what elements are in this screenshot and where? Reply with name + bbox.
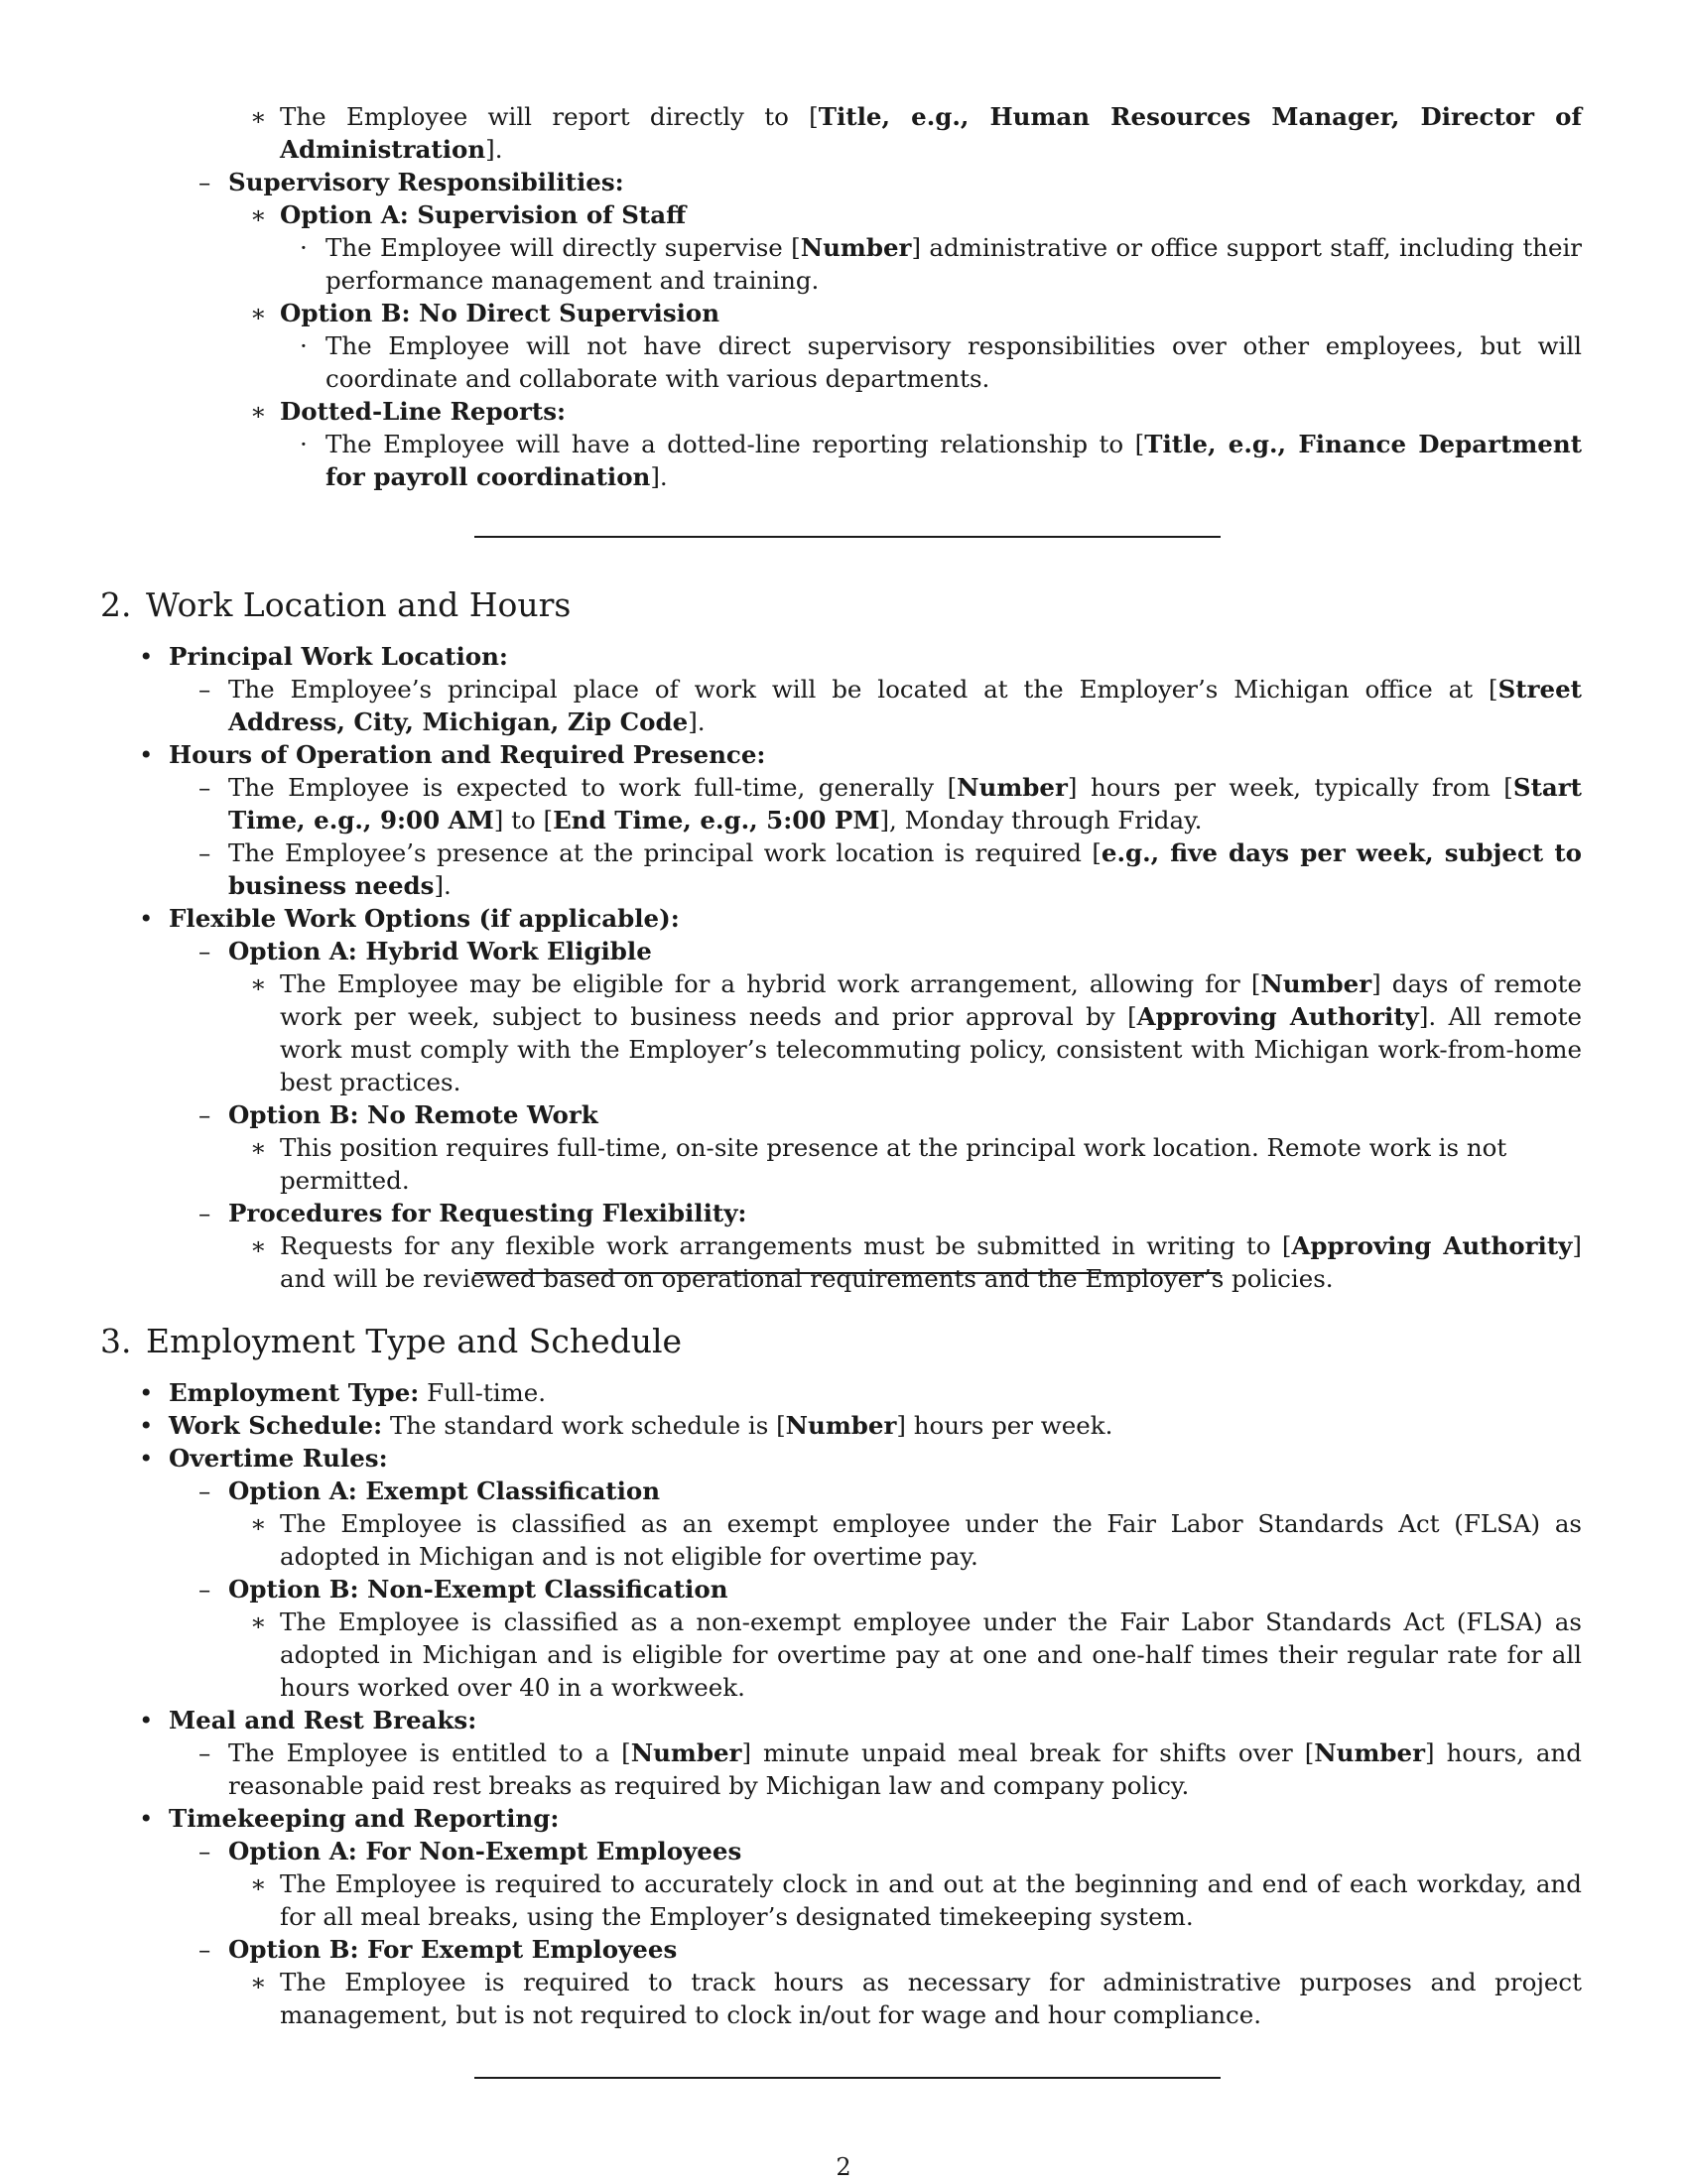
asterisk-bullet-icon: ∗ bbox=[250, 1509, 267, 1538]
list-item: – The Employee is expected to work full-time, generally [Number] hours per week, typically from [Start Time, e.g., 9:00 AM] to [End Time, e.g., 5:00 PM], Monday through Friday. bbox=[198, 773, 1582, 835]
list-item: – The Employee’s presence at the principal work location is required [e.g., five days per week, subject to business needs]. bbox=[198, 838, 1582, 900]
asterisk-bullet-icon: ∗ bbox=[250, 1607, 267, 1636]
list-item: • Timekeeping and Reporting: bbox=[139, 1804, 560, 1833]
dot-bullet-icon: · bbox=[300, 233, 308, 262]
section-3-body bbox=[0, 1376, 1687, 2031]
list-item: ∗ The Employee is required to track hours as necessary for administrative purposes and project management, but is not required to clock in/out for wage and hour compliance. bbox=[250, 1968, 1582, 2029]
list-item: – Procedures for Requesting Flexibility: bbox=[198, 1199, 747, 1227]
section-divider bbox=[474, 1272, 1221, 1274]
list-item: · The Employee will not have direct supervisory responsibilities over other employees, but will coordinate and collaborate with various departments. bbox=[300, 331, 1582, 393]
list-item: – Option B: No Remote Work bbox=[198, 1100, 598, 1129]
asterisk-bullet-icon: ∗ bbox=[250, 1869, 267, 1898]
round-bullet-icon: • bbox=[139, 904, 154, 933]
asterisk-bullet-icon: ∗ bbox=[250, 1968, 267, 1996]
round-bullet-icon: • bbox=[139, 740, 154, 769]
list-item: • Overtime Rules: bbox=[139, 1444, 388, 1473]
asterisk-bullet-icon: ∗ bbox=[250, 969, 267, 998]
list-item: ∗ Option B: No Direct Supervision bbox=[250, 299, 720, 327]
dash-bullet-icon: – bbox=[198, 675, 211, 704]
dash-bullet-icon: – bbox=[198, 838, 211, 867]
round-bullet-icon: • bbox=[139, 1804, 154, 1833]
section-2-title: 2. Work Location and Hours bbox=[100, 585, 572, 624]
list-item: ∗ The Employee will report directly to [Title, e.g., Human Resources Manager, Director of Administration]. bbox=[250, 102, 1582, 164]
list-item: ∗ Dotted-Line Reports: bbox=[250, 397, 567, 426]
round-bullet-icon: • bbox=[139, 1444, 154, 1473]
list-item: ∗ This position requires full-time, on-site presence at the principal work location. Remote work is not permitted. bbox=[250, 1133, 1507, 1195]
list-item: • Hours of Operation and Required Presence: bbox=[139, 740, 766, 769]
dash-bullet-icon: – bbox=[198, 1575, 211, 1604]
list-item: · The Employee will have a dotted-line reporting relationship to [Title, e.g., Finance Department for payroll coordination]. bbox=[300, 430, 1583, 491]
asterisk-bullet-icon: ∗ bbox=[250, 1133, 267, 1162]
list-item: ∗ The Employee is required to accurately clock in and out at the beginning and end of each workday, and for all meal breaks, using the Employer’s designated timekeeping system. bbox=[250, 1869, 1582, 1931]
list-item: ∗ Requests for any flexible work arrangements must be submitted in writing to [Approving Authority] and will be reviewed based on operational requirements and the Employer’s policies. bbox=[250, 1231, 1582, 1293]
list-item: • Principal Work Location: bbox=[139, 642, 508, 671]
dash-bullet-icon: – bbox=[198, 773, 211, 802]
list-item: • Employment Type: Full-time. bbox=[139, 1378, 547, 1407]
list-item: · The Employee will directly supervise [Number] administrative or office support staff, including their performance management and training. bbox=[300, 233, 1582, 295]
dash-bullet-icon: – bbox=[198, 1477, 211, 1505]
dash-bullet-icon: – bbox=[198, 1935, 211, 1964]
page-number: 2 bbox=[836, 2153, 851, 2181]
asterisk-bullet-icon: ∗ bbox=[250, 102, 267, 131]
list-item: • Flexible Work Options (if applicable): bbox=[139, 904, 680, 933]
asterisk-bullet-icon: ∗ bbox=[250, 200, 267, 229]
asterisk-bullet-icon: ∗ bbox=[250, 299, 267, 327]
list-item: • Work Schedule: The standard work schedule is [Number] hours per week. bbox=[139, 1411, 1113, 1440]
round-bullet-icon: • bbox=[139, 1706, 154, 1734]
list-item: – Option A: Hybrid Work Eligible bbox=[198, 937, 652, 965]
dash-bullet-icon: – bbox=[198, 1100, 211, 1129]
list-item: – Option B: Non-Exempt Classification bbox=[198, 1575, 728, 1604]
list-item: ∗ The Employee is classified as a non-exempt employee under the Fair Labor Standards Act (FLSA) as adopted in Michigan and is eligible for overtime pay at one and one-half times their regular rate for all hours worked over 40 in a workweek. bbox=[250, 1607, 1582, 1702]
list-item: • Meal and Rest Breaks: bbox=[139, 1706, 477, 1734]
dash-bullet-icon: – bbox=[198, 168, 211, 196]
section-2-body bbox=[0, 640, 1687, 1295]
dash-bullet-icon: – bbox=[198, 937, 211, 965]
section-divider bbox=[474, 2077, 1221, 2079]
list-item: – The Employee is entitled to a [Number] minute unpaid meal break for shifts over [Number] hours, and reasonable paid rest breaks as required by Michigan law and company policy. bbox=[198, 1738, 1582, 1800]
asterisk-bullet-icon: ∗ bbox=[250, 397, 267, 426]
list-item: ∗ Option A: Supervision of Staff bbox=[250, 200, 687, 229]
list-item: – Supervisory Responsibilities: bbox=[198, 168, 624, 196]
dot-bullet-icon: · bbox=[300, 331, 308, 360]
round-bullet-icon: • bbox=[139, 1378, 154, 1407]
section-divider bbox=[474, 536, 1221, 538]
intro-block bbox=[0, 100, 1687, 493]
dot-bullet-icon: · bbox=[300, 430, 308, 458]
round-bullet-icon: • bbox=[139, 642, 154, 671]
list-item: – Option B: For Exempt Employees bbox=[198, 1935, 678, 1964]
section-3-title: 3. Employment Type and Schedule bbox=[100, 1322, 683, 1360]
list-item: – Option A: Exempt Classification bbox=[198, 1477, 661, 1505]
list-item: – The Employee’s principal place of work will be located at the Employer’s Michigan office at [Street Address, City, Michigan, Zip Code]. bbox=[198, 675, 1582, 736]
round-bullet-icon: • bbox=[139, 1411, 154, 1440]
dash-bullet-icon: – bbox=[198, 1738, 211, 1767]
dash-bullet-icon: – bbox=[198, 1837, 211, 1865]
list-item: ∗ The Employee is classified as an exempt employee under the Fair Labor Standards Act (FLSA) as adopted in Michigan and is not eligible for overtime pay. bbox=[250, 1509, 1582, 1571]
list-item: ∗ The Employee may be eligible for a hybrid work arrangement, allowing for [Number] days of remote work per week, subject to business needs and prior approval by [Approving Authority]. All remote work must comply with the Employer’s telecommuting policy, consistent with Michigan work-from-home best practices. bbox=[250, 969, 1582, 1096]
asterisk-bullet-icon: ∗ bbox=[250, 1231, 267, 1260]
list-item: – Option A: For Non-Exempt Employees bbox=[198, 1837, 742, 1865]
dash-bullet-icon: – bbox=[198, 1199, 211, 1227]
